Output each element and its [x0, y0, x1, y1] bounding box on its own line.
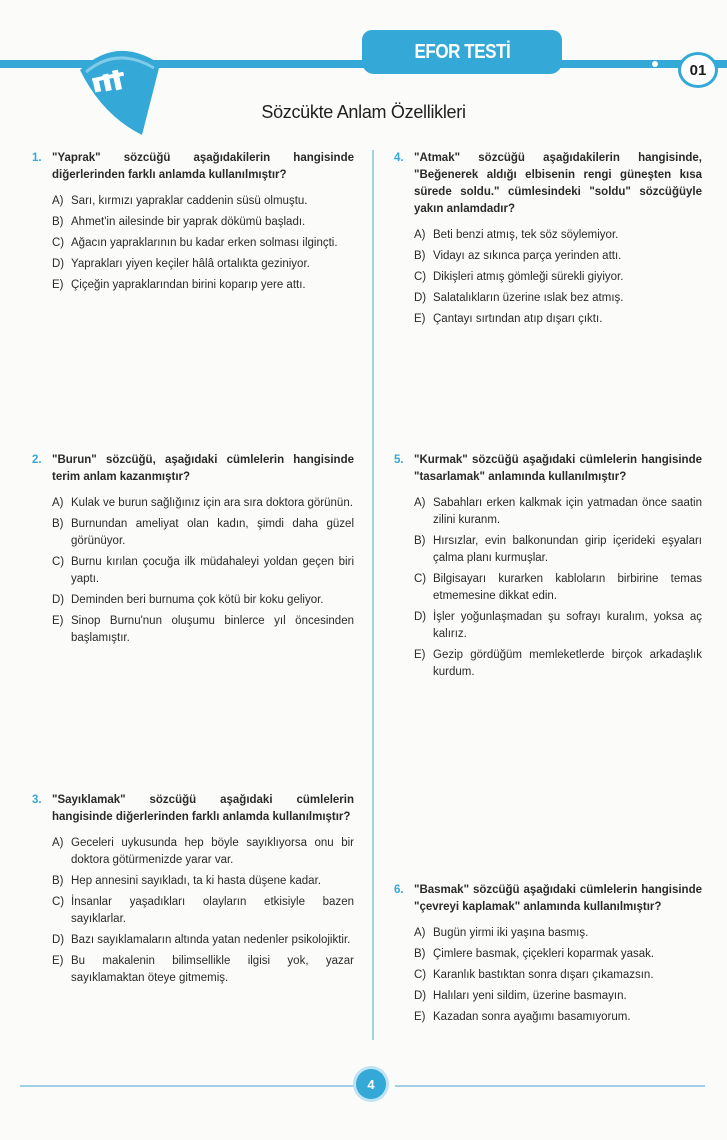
column-divider — [372, 150, 374, 1040]
option-letter: D) — [414, 292, 427, 304]
option-text: Çimlere basmak, çiçekleri koparmak yasak. — [433, 948, 655, 960]
option-e[interactable] — [52, 277, 354, 294]
option-text: Beti benzi atmış, tek söz söylemiyor. — [433, 229, 619, 241]
option-d[interactable] — [414, 609, 702, 643]
header-dot — [652, 61, 658, 67]
option-letter: A) — [414, 229, 426, 241]
logo-icon — [72, 40, 162, 140]
option-letter: A) — [414, 497, 426, 509]
option-letter: B) — [414, 948, 426, 960]
option-text: Hep annesini sayıkladı, ta ki hasta düşene kadar. — [71, 875, 321, 887]
option-d[interactable] — [52, 592, 354, 609]
option-text: Çantayı sırtından atıp dışarı çıktı. — [433, 313, 603, 325]
option-text: Bu makalenin bilimsellikle ilgisi yok, yazar sayıklamaktan öteye gitmemiş. — [71, 955, 354, 984]
option-letter: D) — [52, 934, 65, 946]
question-text: "Atmak" sözcüğü aşağıdakilerin hangisinde, "Beğenerek aldığı elbisenin rengi güneşten kısa sürede soldu." cümlesindeki "soldu" sözcüğüyle yakın anlamdadır? — [414, 152, 702, 215]
option-text: Kazadan sonra ayağımı basamıyorum. — [433, 1011, 631, 1023]
option-c[interactable] — [52, 554, 354, 588]
question-number: 4. — [394, 152, 404, 164]
test-number-badge: 01 — [678, 52, 718, 88]
option-text: Ağacın yapraklarının bu kadar erken solması ilginçti. — [71, 237, 338, 249]
option-b[interactable] — [414, 248, 702, 265]
option-text: Bazı sayıklamaların altında yatan nedenler psikolojiktir. — [71, 934, 351, 946]
option-b[interactable] — [414, 533, 702, 567]
option-d[interactable] — [414, 988, 702, 1005]
option-letter: A) — [52, 195, 64, 207]
option-e[interactable] — [414, 647, 702, 681]
footer-rule-right — [395, 1085, 705, 1087]
question-1 — [32, 150, 354, 298]
option-letter: B) — [52, 216, 64, 228]
footer-rule-left — [20, 1085, 355, 1087]
option-text: Hırsızlar, evin balkonundan girip içerideki eşyaları çalma planı kurmuşlar. — [433, 535, 702, 564]
option-letter: D) — [414, 990, 427, 1002]
option-text: Çiçeğin yapraklarından birini koparıp yere attı. — [71, 279, 306, 291]
option-a[interactable] — [414, 925, 702, 942]
option-letter: E) — [414, 313, 426, 325]
option-text: İnsanlar yaşadıkları olayların etkisiyle bazen sayıklarlar. — [71, 896, 354, 925]
option-c[interactable] — [414, 967, 702, 984]
option-text: Burnundan ameliyat olan kadın, şimdi daha güzel görünüyor. — [71, 518, 354, 547]
question-number: 6. — [394, 884, 404, 896]
option-e[interactable] — [52, 613, 354, 647]
option-e[interactable] — [414, 1009, 702, 1026]
option-letter: C) — [52, 556, 65, 568]
option-text: Yaprakları yiyen keçiler hâlâ ortalıkta geziniyor. — [71, 258, 310, 270]
question-number: 1. — [32, 152, 42, 164]
option-letter: E) — [52, 279, 64, 291]
option-text: Sabahları erken kalkmak için yatmadan önce saatin zilini kuranm. — [433, 497, 702, 526]
option-letter: B) — [52, 875, 64, 887]
question-5 — [394, 452, 702, 685]
option-c[interactable] — [414, 571, 702, 605]
option-letter: B) — [414, 250, 426, 262]
option-d[interactable] — [52, 256, 354, 273]
option-text: Sinop Burnu'nun oluşumu binlerce yıl öncesinden başlamıştır. — [71, 615, 354, 644]
option-letter: C) — [414, 271, 427, 283]
option-b[interactable] — [52, 214, 354, 231]
option-text: Vidayı az sıkınca parça yerinden attı. — [433, 250, 622, 262]
option-text: Bugün yirmi iki yaşına basmış. — [433, 927, 589, 939]
option-letter: C) — [52, 237, 65, 249]
option-letter: C) — [52, 896, 65, 908]
option-b[interactable] — [52, 873, 354, 890]
option-d[interactable] — [52, 932, 354, 949]
option-a[interactable] — [52, 835, 354, 869]
option-letter: D) — [52, 594, 65, 606]
question-number: 5. — [394, 454, 404, 466]
option-a[interactable] — [414, 227, 702, 244]
option-text: İşler yoğunlaşmadan şu sofrayı kuralım, yoksa aç kalırız. — [433, 611, 702, 640]
option-d[interactable] — [414, 290, 702, 307]
option-b[interactable] — [52, 516, 354, 550]
question-text: "Sayıklamak" sözcüğü aşağıdaki cümlelerin hangisinde diğerlerinden farklı anlamda kullanılmıştır? — [52, 794, 354, 823]
question-number: 3. — [32, 794, 42, 806]
option-a[interactable] — [52, 193, 354, 210]
question-number: 2. — [32, 454, 42, 466]
test-badge-label: EFOR TESTİ — [414, 40, 510, 63]
option-b[interactable] — [414, 946, 702, 963]
option-letter: A) — [52, 497, 64, 509]
option-text: Burnu kırılan çocuğa ilk müdahaleyi yoldan geçen biri yaptı. — [71, 556, 354, 585]
option-letter: E) — [414, 649, 426, 661]
question-text: "Kurmak" sözcüğü aşağıdaki cümlelerin hangisinde "tasarlamak" anlamında kullanılmıştır? — [414, 454, 702, 483]
option-e[interactable] — [52, 953, 354, 987]
question-text: "Burun" sözcüğü, aşağıdaki cümlelerin hangisinde terim anlam kazanmıştır? — [52, 454, 354, 483]
option-letter: A) — [52, 837, 64, 849]
option-letter: E) — [52, 955, 64, 967]
question-text: "Yaprak" sözcüğü aşağıdakilerin hangisinde diğerlerinden farklı anlamda kullanılmıştır? — [52, 152, 354, 181]
option-letter: C) — [414, 573, 427, 585]
option-letter: C) — [414, 969, 427, 981]
option-a[interactable] — [414, 495, 702, 529]
option-a[interactable] — [52, 495, 354, 512]
option-text: Kulak ve burun sağlığınız için ara sıra doktora görünün. — [71, 497, 353, 509]
option-letter: E) — [52, 615, 64, 627]
option-letter: E) — [414, 1011, 426, 1023]
option-text: Karanlık bastıktan sonra dışarı çıkamazsın. — [433, 969, 654, 981]
question-text: "Basmak" sözcüğü aşağıdaki cümlelerin hangisinde "çevreyi kaplamak" anlamında kullanılmıştır? — [414, 884, 702, 913]
option-text: Ahmet'in ailesinde bir yaprak dökümü başladı. — [71, 216, 306, 228]
option-text: Dikişleri atmış gömleği sürekli giyiyor. — [433, 271, 624, 283]
option-text: Geceleri uykusunda hep böyle sayıklıyorsa onu bir doktora götürmenizde yarar var. — [71, 837, 354, 866]
option-letter: D) — [52, 258, 65, 270]
test-badge — [362, 30, 562, 74]
option-letter: B) — [414, 535, 426, 547]
question-3 — [32, 792, 354, 991]
option-text: Gezip gördüğüm memleketlerde birçok arkadaşlık kurdum. — [433, 649, 702, 678]
option-text: Bilgisayarı kurarken kabloların birbirine temas etmemesine dikkat edin. — [433, 573, 702, 602]
option-e[interactable] — [414, 311, 702, 328]
option-letter: B) — [52, 518, 64, 530]
option-c[interactable] — [52, 894, 354, 928]
page-title: Sözcükte Anlam Özellikleri — [261, 102, 466, 122]
option-letter: D) — [414, 611, 427, 623]
page-number: 4 — [356, 1069, 386, 1099]
option-c[interactable] — [52, 235, 354, 252]
option-letter: A) — [414, 927, 426, 939]
question-4 — [394, 150, 702, 332]
option-text: Sarı, kırmızı yapraklar caddenin süsü olmuştu. — [71, 195, 308, 207]
question-6 — [394, 882, 702, 1030]
option-text: Salatalıkların üzerine ıslak bez atmış. — [433, 292, 624, 304]
option-text: Deminden beri burnuma çok kötü bir koku geliyor. — [71, 594, 324, 606]
option-c[interactable] — [414, 269, 702, 286]
question-2 — [32, 452, 354, 651]
option-text: Halıları yeni sildim, üzerine basmayın. — [433, 990, 627, 1002]
